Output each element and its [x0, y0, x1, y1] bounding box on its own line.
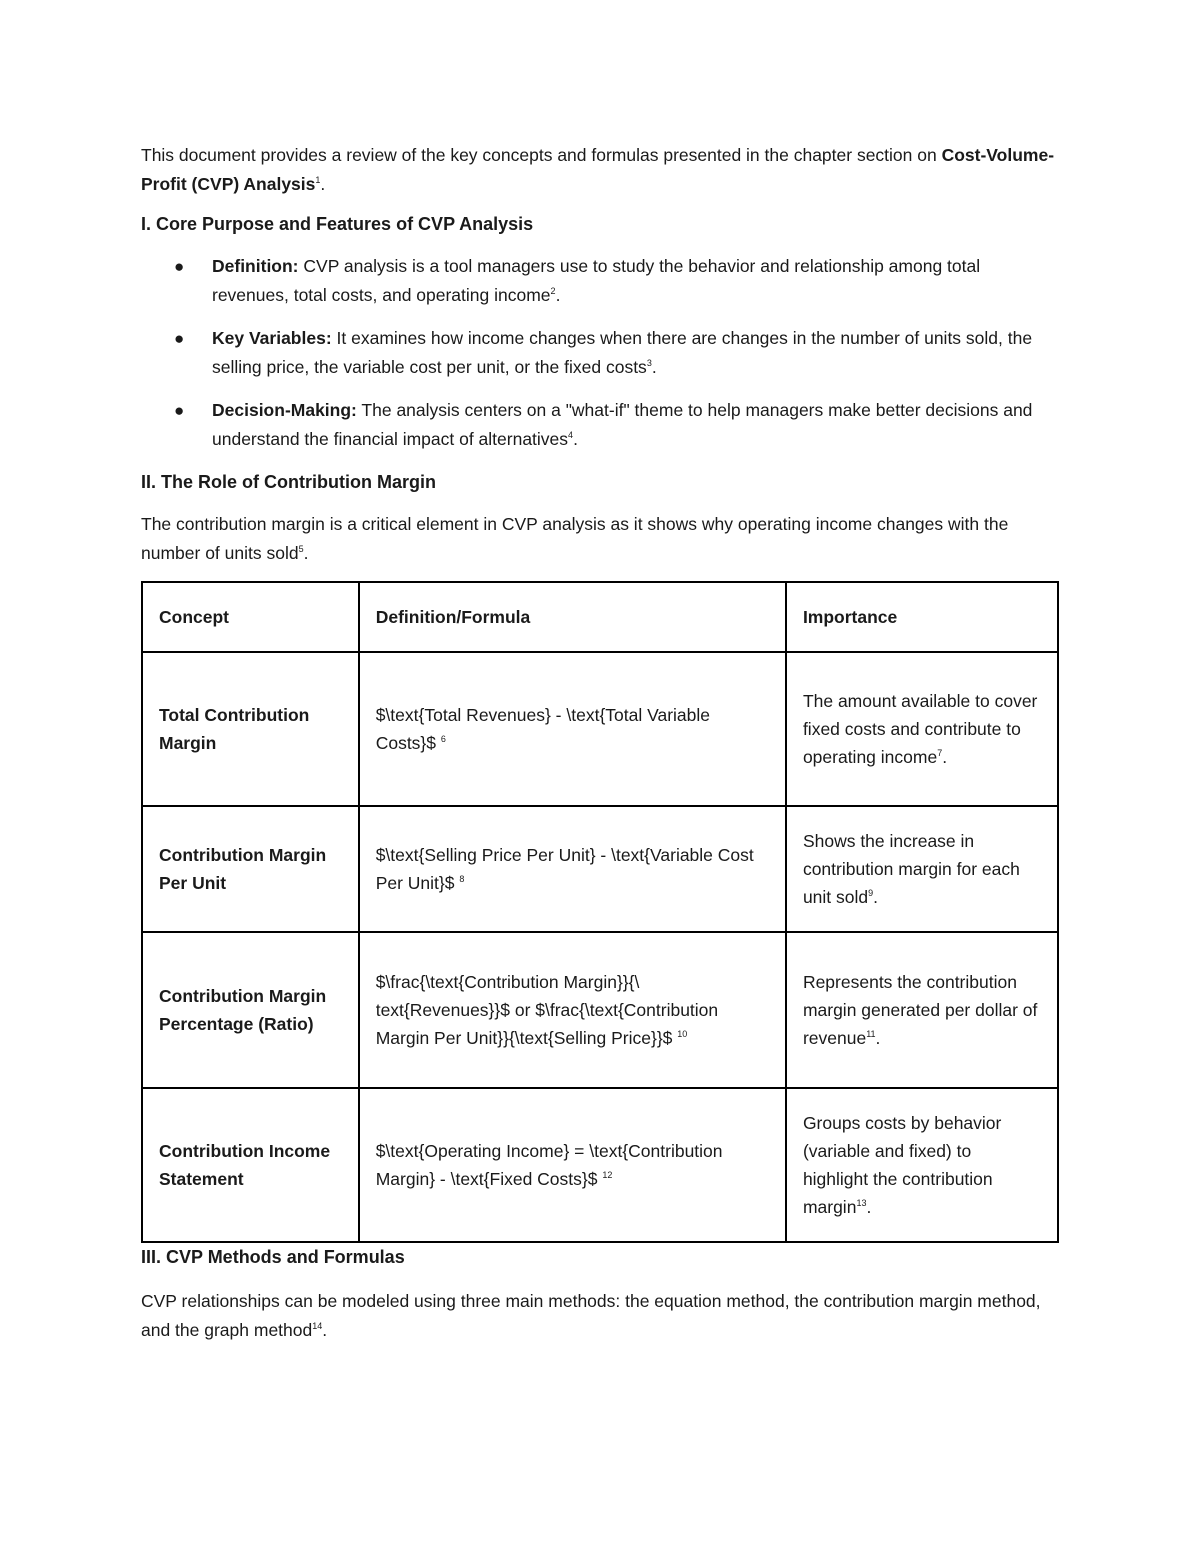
list-item	[174, 396, 1059, 454]
contribution-paragraph	[141, 510, 1059, 568]
methods-paragraph	[141, 1287, 1059, 1345]
column-header-importance: Importance	[786, 582, 1058, 652]
list-item-text: It examines how income changes when there are changes in the number of units sold, the selling price, the variable cost per unit, or the fixed costs	[212, 328, 1033, 377]
importance-cell	[786, 652, 1058, 806]
importance-period: .	[866, 1197, 872, 1217]
footnote-ref[interactable]: 10	[677, 1029, 688, 1040]
formula-text: $\text{Total Revenues} - \text{Total Variable Costs}$	[375, 705, 711, 753]
paragraph-text: CVP relationships can be modeled using three main methods: the equation method, the contribution margin method, and the graph method	[141, 1291, 1041, 1340]
importance-text: Groups costs by behavior (variable and fixed) to highlight the contribution margin	[802, 1113, 1002, 1217]
table-row	[142, 652, 1058, 806]
paragraph-period: .	[322, 1320, 328, 1340]
bullet-icon: ●	[174, 329, 185, 348]
formula-cell	[359, 652, 786, 806]
importance-cell	[786, 1088, 1058, 1242]
concept-table	[141, 581, 1059, 1243]
concept-cell: Total Contribution Margin	[142, 652, 359, 806]
list-item-period: .	[555, 285, 561, 305]
formula-text: $\text{Operating Income} = \text{Contribution Margin} - \text{Fixed Costs}$	[375, 1141, 723, 1189]
importance-period: .	[875, 1028, 881, 1048]
footnote-ref[interactable]: 8	[459, 874, 465, 885]
paragraph-period: .	[303, 543, 309, 563]
concept-cell: Contribution Margin Percentage (Ratio)	[142, 932, 359, 1088]
document-body	[141, 141, 1059, 1358]
footnote-ref[interactable]: 3	[646, 358, 652, 369]
importance-text: Represents the contribution margin generated per dollar of revenue	[802, 972, 1038, 1048]
bullet-icon: ●	[174, 257, 185, 276]
footnote-ref[interactable]: 11	[866, 1029, 876, 1040]
table-row	[142, 806, 1058, 932]
section-heading-contribution-margin: II. The Role of Contribution Margin	[141, 472, 436, 492]
intro-paragraph	[141, 141, 1059, 199]
list-item	[174, 252, 1059, 310]
section-heading-core-purpose: I. Core Purpose and Features of CVP Analysis	[141, 214, 534, 234]
footnote-ref[interactable]: 7	[937, 748, 943, 759]
paragraph-text: The contribution margin is a critical element in CVP analysis as it shows why operating income changes with the number of units sold	[141, 514, 1009, 563]
footnote-ref[interactable]: 14	[312, 1321, 323, 1332]
intro-period: .	[320, 174, 326, 194]
concept-cell: Contribution Margin Per Unit	[142, 806, 359, 932]
list-item-text: CVP analysis is a tool managers use to study the behavior and relationship among total revenues, total costs, and operating income	[212, 256, 981, 305]
list-item-text: The analysis centers on a "what-if" theme to help managers make better decisions and understand the financial impact of alternatives	[212, 400, 1033, 449]
list-item-period: .	[573, 429, 578, 449]
section-heading-cvp-methods: III. CVP Methods and Formulas	[141, 1247, 405, 1267]
footnote-ref[interactable]: 12	[602, 1170, 613, 1181]
importance-period: .	[873, 887, 879, 907]
footnote-ref[interactable]: 13	[856, 1198, 867, 1209]
importance-text: Shows the increase in contribution margin for each unit sold	[802, 831, 1020, 907]
column-header-formula: Definition/Formula	[359, 582, 786, 652]
formula-cell	[359, 1088, 786, 1242]
formula-cell	[359, 932, 786, 1088]
bullet-icon: ●	[174, 401, 185, 420]
table-row	[142, 1088, 1058, 1242]
column-header-concept: Concept	[142, 582, 359, 652]
concept-cell: Contribution Income Statement	[142, 1088, 359, 1242]
footnote-ref[interactable]: 9	[868, 888, 874, 899]
formula-text: $\text{Selling Price Per Unit} - \text{Variable Cost Per Unit}$	[375, 845, 754, 893]
table-header-row	[142, 582, 1058, 652]
importance-cell	[786, 932, 1058, 1088]
footnote-ref[interactable]: 1	[315, 175, 321, 186]
list-item-label: Definition:	[212, 256, 299, 276]
importance-cell	[786, 806, 1058, 932]
formula-text: $\frac{\text{Contribution Margin}}{\ text{Revenues}}$ or $\frac{\text{Contribution Margin Per Unit}}{\text{Selling Price}}$	[375, 972, 719, 1048]
importance-period: .	[942, 747, 948, 767]
list-item	[174, 324, 1059, 382]
intro-topic: Cost-Volume-Profit (CVP) Analysis	[141, 145, 1055, 194]
list-item-period: .	[651, 357, 657, 377]
footnote-ref[interactable]: 6	[440, 734, 446, 745]
footnote-ref[interactable]: 2	[550, 286, 556, 297]
formula-cell	[359, 806, 786, 932]
footnote-ref[interactable]: 4	[568, 430, 574, 441]
intro-text: This document provides a review of the key concepts and formulas presented in the chapter section on	[141, 145, 942, 165]
importance-text: The amount available to cover fixed costs and contribute to operating income	[802, 691, 1038, 767]
table-row	[142, 932, 1058, 1088]
list-item-label: Key Variables:	[212, 328, 332, 348]
footnote-ref[interactable]: 5	[298, 544, 304, 555]
feature-list	[141, 252, 1059, 454]
list-item-label: Decision-Making:	[212, 400, 357, 420]
